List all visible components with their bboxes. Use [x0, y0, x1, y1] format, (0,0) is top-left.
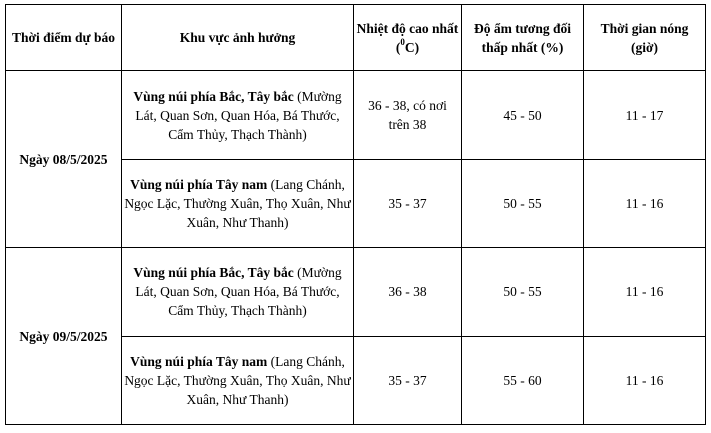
region-name: Vùng núi phía Tây nam: [130, 176, 268, 192]
header-max-temperature-label: Nhiệt độ cao nhất (: [356, 20, 459, 55]
region-cell: [122, 71, 354, 159]
forecast-date-cell: Ngày 08/5/2025: [6, 71, 122, 248]
temperature-cell: 35 - 37: [354, 336, 462, 424]
region-districts: (Mường Lát, Quan Sơn, Quan Hóa, Bá Thước, Cẩm Thủy, Thạch Thành): [135, 265, 342, 319]
humidity-cell: 45 - 50: [462, 71, 584, 159]
duration-cell: 11 - 17: [584, 71, 706, 159]
temperature-cell: 36 - 38: [354, 248, 462, 336]
duration-cell: 11 - 16: [584, 248, 706, 336]
humidity-cell: 55 - 60: [462, 336, 584, 424]
forecast-date-cell: Ngày 09/5/2025: [6, 248, 122, 425]
degree-superscript: 0: [400, 37, 405, 48]
duration-cell: 11 - 16: [584, 159, 706, 247]
region-cell: [122, 248, 354, 336]
table-row: [6, 248, 706, 336]
table-row: [6, 71, 706, 159]
temperature-cell: 36 - 38, có nơi trên 38: [354, 71, 462, 159]
region-cell: [122, 159, 354, 247]
region-districts: (Lang Chánh, Ngọc Lặc, Thường Xuân, Thọ Xuân, Như Xuân, Như Thanh): [124, 176, 351, 230]
header-forecast-time: Thời điểm dự báo: [6, 5, 122, 71]
region-districts: (Lang Chánh, Ngọc Lặc, Thường Xuân, Thọ Xuân, Như Xuân, Như Thanh): [124, 353, 351, 407]
header-affected-area: Khu vực ảnh hưởng: [122, 5, 354, 71]
humidity-cell: 50 - 55: [462, 248, 584, 336]
temperature-cell: 35 - 37: [354, 159, 462, 247]
header-min-humidity: Độ ẩm tương đối thấp nhất (%): [462, 5, 584, 71]
heat-forecast-table: [5, 4, 706, 425]
region-cell: [122, 336, 354, 424]
region-name: Vùng núi phía Tây nam: [130, 353, 268, 369]
duration-cell: 11 - 16: [584, 336, 706, 424]
header-max-temperature-unit: C): [404, 39, 420, 55]
header-heat-duration: Thời gian nóng (giờ): [584, 5, 706, 71]
humidity-cell: 50 - 55: [462, 159, 584, 247]
region-name: Vùng núi phía Bắc, Tây bắc: [133, 265, 294, 281]
region-districts: (Mường Lát, Quan Sơn, Quan Hóa, Bá Thước, Cẩm Thủy, Thạch Thành): [135, 88, 342, 142]
header-max-temperature: [354, 5, 462, 71]
region-name: Vùng núi phía Bắc, Tây bắc: [133, 88, 294, 104]
header-row: [6, 5, 706, 71]
